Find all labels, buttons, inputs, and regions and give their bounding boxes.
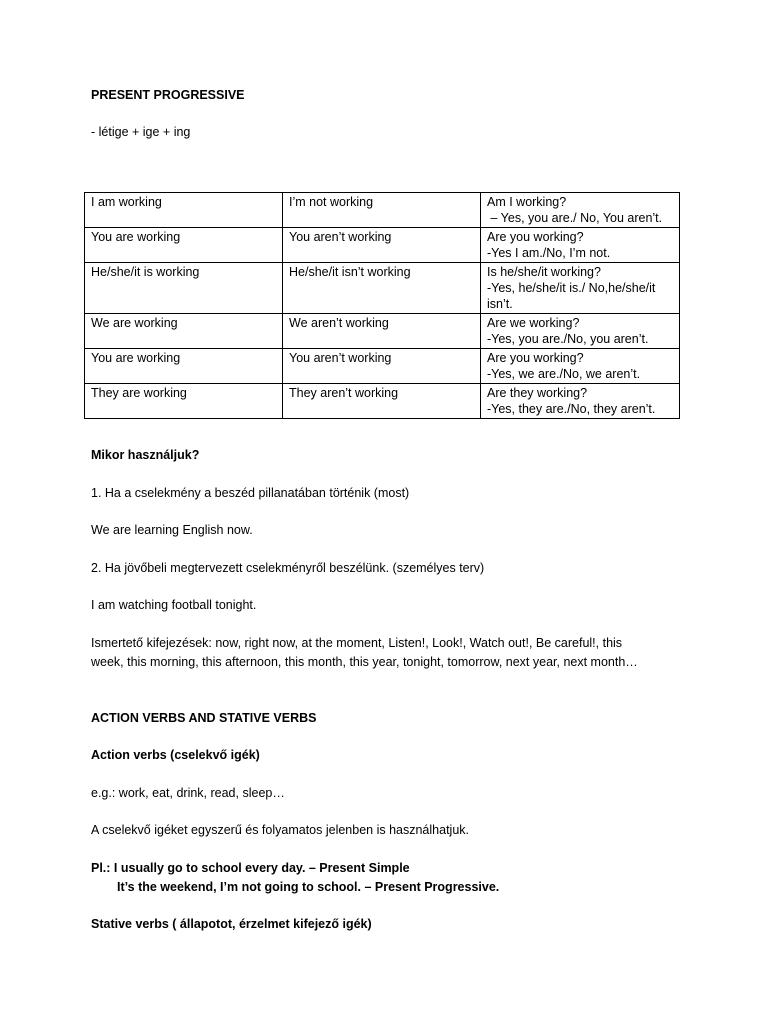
question-text: Is he/she/it working? — [487, 265, 601, 279]
action-verbs-examples: e.g.: work, eat, drink, read, sleep… — [91, 786, 285, 800]
question-text: Am I working? — [487, 195, 567, 209]
table-row — [85, 263, 680, 314]
question-text: Are we working? — [487, 316, 580, 330]
affirmative-cell: I am working — [85, 193, 283, 228]
negative-cell: I’m not working — [283, 193, 481, 228]
question-cell — [481, 263, 680, 314]
usage-example-1: We are learning English now. — [91, 523, 253, 537]
answer-text: -Yes, he/she/it is./ No,he/she/it isn’t. — [487, 281, 656, 311]
answer-text: -Yes I am./No, I’m not. — [487, 246, 611, 260]
question-cell — [481, 193, 680, 228]
example-sentence-2: It’s the weekend, I’m not going to school. – Present Progressive. — [117, 880, 500, 894]
affirmative-cell: They are working — [85, 384, 283, 419]
section-title: ACTION VERBS AND STATIVE VERBS — [91, 711, 317, 725]
page-title: PRESENT PROGRESSIVE — [91, 88, 245, 102]
conjugation-table — [84, 192, 680, 419]
stative-verbs-heading: Stative verbs ( állapotot, érzelmet kifejező igék) — [91, 917, 372, 931]
usage-heading: Mikor használjuk? — [91, 448, 200, 462]
usage-rule-1: 1. Ha a cselekmény a beszéd pillanatában történik (most) — [91, 486, 410, 500]
question-text: Are you working? — [487, 351, 584, 365]
expressions-line-1: Ismertető kifejezések: now, right now, at the moment, Listen!, Look!, Watch out!, Be careful!, this — [91, 636, 623, 650]
question-cell — [481, 384, 680, 419]
table-row — [85, 228, 680, 263]
action-verbs-heading: Action verbs (cselekvő igék) — [91, 748, 260, 762]
table-row — [85, 314, 680, 349]
affirmative-cell: You are working — [85, 349, 283, 384]
affirmative-cell: He/she/it is working — [85, 263, 283, 314]
usage-rule-2: 2. Ha jövőbeli megtervezett cselekményről beszélünk. (személyes terv) — [91, 561, 485, 575]
negative-cell: They aren’t working — [283, 384, 481, 419]
table-row — [85, 384, 680, 419]
question-cell — [481, 228, 680, 263]
expressions-line-2: week, this morning, this afternoon, this month, this year, tonight, tomorrow, next year, next month… — [91, 655, 638, 669]
negative-cell: We aren’t working — [283, 314, 481, 349]
question-text: Are they working? — [487, 386, 588, 400]
answer-text: -Yes, you are./No, you aren’t. — [487, 332, 649, 346]
question-cell — [481, 349, 680, 384]
question-text: Are you working? — [487, 230, 584, 244]
negative-cell: He/she/it isn’t working — [283, 263, 481, 314]
answer-text: -Yes, they are./No, they aren’t. — [487, 402, 656, 416]
answer-text: – Yes, you are./ No, You aren’t. — [487, 211, 663, 225]
formula-text: - létige + ige + ing — [91, 125, 191, 139]
usage-example-2: I am watching football tonight. — [91, 598, 257, 612]
affirmative-cell: We are working — [85, 314, 283, 349]
negative-cell: You aren’t working — [283, 228, 481, 263]
answer-text: -Yes, we are./No, we aren’t. — [487, 367, 641, 381]
affirmative-cell: You are working — [85, 228, 283, 263]
action-verbs-note: A cselekvő igéket egyszerű és folyamatos jelenben is használhatjuk. — [91, 823, 469, 837]
question-cell — [481, 314, 680, 349]
table-row — [85, 193, 680, 228]
example-sentence-1: Pl.: I usually go to school every day. – Present Simple — [91, 861, 410, 875]
negative-cell: You aren’t working — [283, 349, 481, 384]
table-row — [85, 349, 680, 384]
